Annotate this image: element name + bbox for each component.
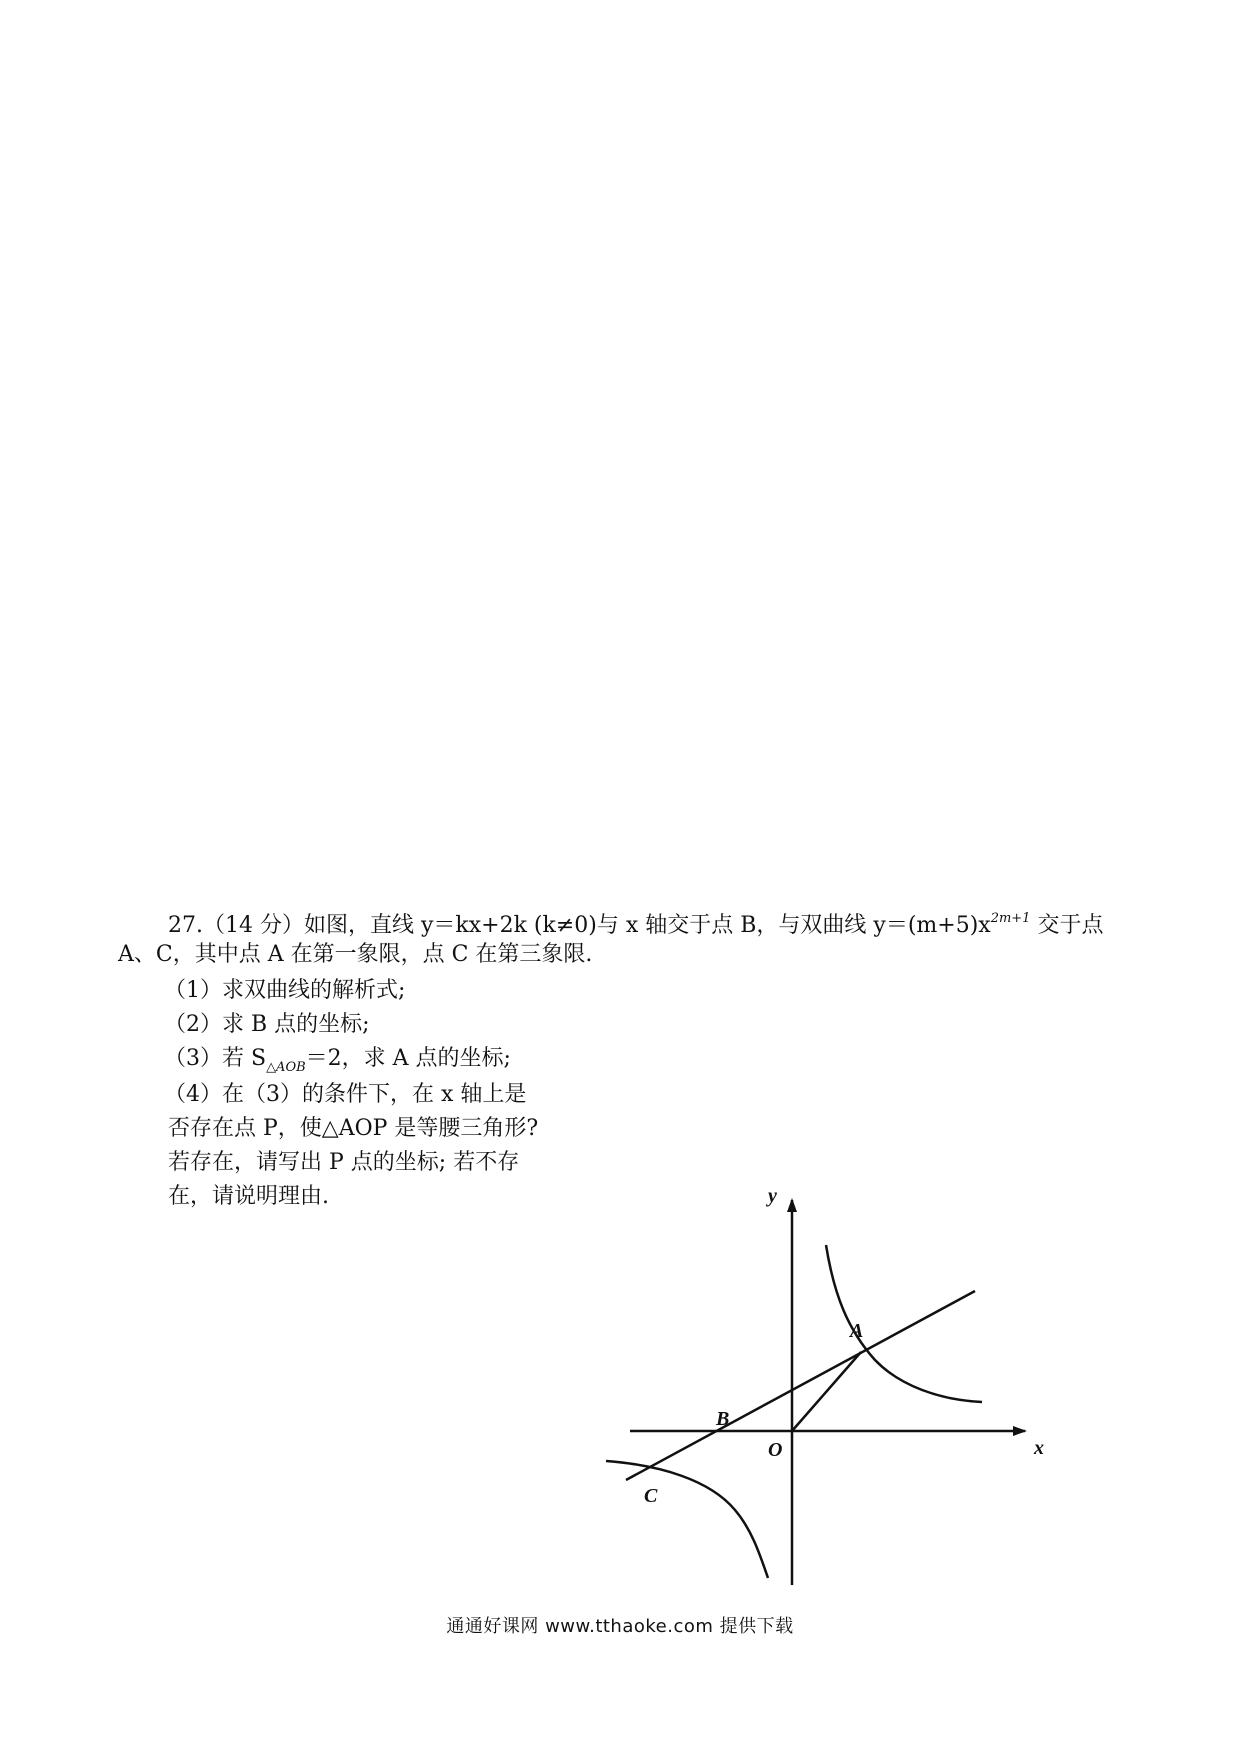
- problem-score: （14 分）: [203, 913, 304, 938]
- figure-svg: [600, 1180, 1070, 1590]
- x-axis-label: x: [1034, 1437, 1044, 1459]
- question-3-text-post: ＝2，求 A 点的坐标;: [305, 1046, 511, 1071]
- area-subscript: △AOB: [266, 1060, 306, 1075]
- hyperbola-exponent: 2m+1: [990, 911, 1031, 926]
- coordinate-figure: [600, 1180, 1070, 1590]
- question-2: [164, 1008, 370, 1042]
- problem-line-1: [168, 902, 1103, 943]
- question-4-line-4: [168, 1180, 329, 1214]
- question-2-text: （2）求 B 点的坐标;: [164, 1012, 370, 1037]
- question-1: [164, 974, 405, 1008]
- problem-statement-continued: A、C，其中点 A 在第一象限，点 C 在第三象限.: [118, 942, 593, 967]
- question-3-text-pre: （3）若 S: [164, 1046, 267, 1071]
- question-4-line-1: [164, 1078, 526, 1112]
- footer-source: 通通好课网 www.tthaoke.com 提供下载: [446, 1616, 794, 1637]
- question-4-text-2: 否存在点 P，使△AOP 是等腰三角形?: [168, 1116, 539, 1141]
- question-4-line-2: [168, 1112, 538, 1146]
- y-axis-label: y: [768, 1185, 777, 1207]
- question-4-line-3: [168, 1146, 519, 1180]
- origin-label: O: [768, 1439, 783, 1461]
- problem-statement-tail: 交于点: [1030, 913, 1104, 938]
- problem-statement-intro: 如图，直线 y＝kx+2k (k≠0)与 x 轴交于点 B，与双曲线 y＝(m+5)x: [304, 913, 991, 938]
- line-y-kx-2k: [626, 1291, 975, 1480]
- point-c-label: C: [644, 1485, 658, 1507]
- problem-line-2: [118, 938, 592, 972]
- question-4-text-4: 在，请说明理由.: [168, 1184, 329, 1209]
- problem-number: 27.: [168, 913, 203, 938]
- segment-oa: [792, 1352, 861, 1431]
- question-4-text-3: 若存在，请写出 P 点的坐标; 若不存: [168, 1150, 520, 1175]
- question-1-text: （1）求双曲线的解析式;: [164, 978, 406, 1003]
- point-b-label: B: [716, 1408, 730, 1430]
- question-4-text-1: （4）在（3）的条件下，在 x 轴上是: [164, 1082, 527, 1107]
- point-a-label: A: [850, 1320, 864, 1342]
